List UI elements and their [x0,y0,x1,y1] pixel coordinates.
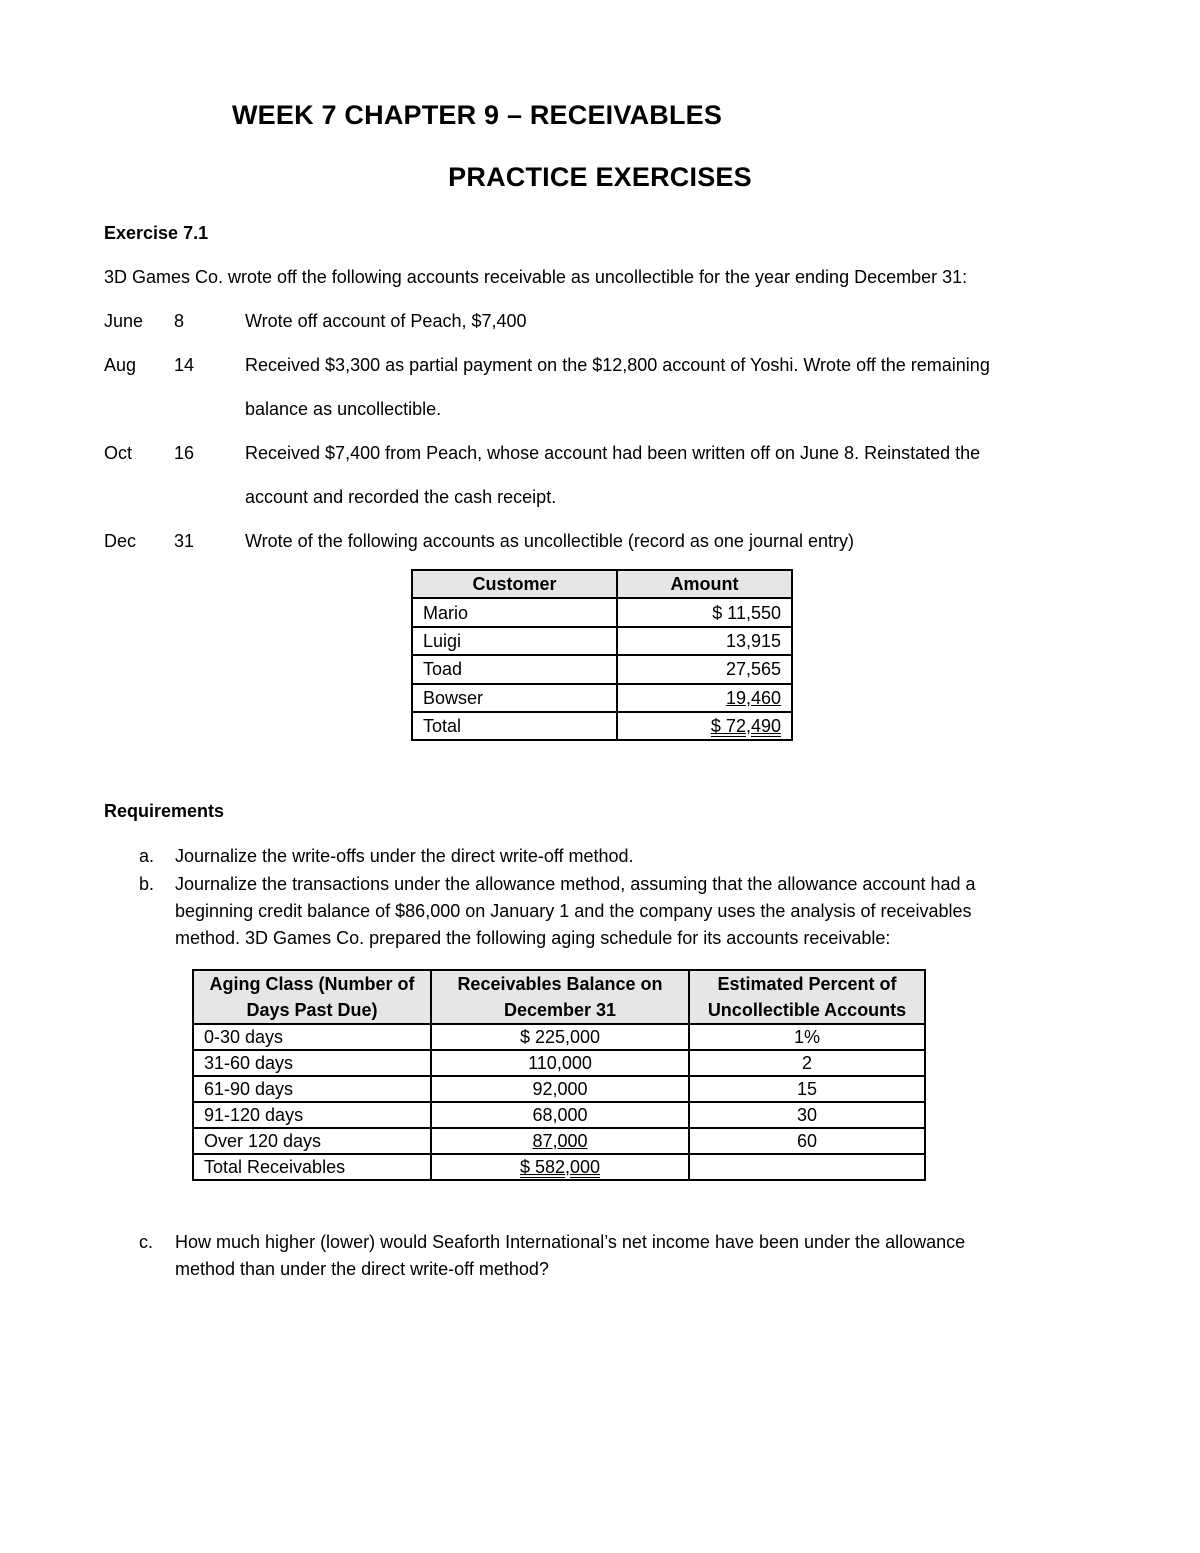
list-marker: a. [139,846,155,866]
receivables-balance: $ 225,000 [431,1024,689,1050]
uncollectible-percent: 30 [689,1102,925,1128]
entry-description-cont: balance as uncollectible. [245,399,442,419]
column-header-customer: Customer [412,570,617,598]
aging-class: 61-90 days [193,1076,431,1102]
table-row [193,1128,925,1154]
aging-class: 91-120 days [193,1102,431,1128]
page-subtitle: PRACTICE EXERCISES [448,162,752,192]
receivables-balance: 92,000 [431,1076,689,1102]
table-header-row [193,970,925,1024]
table-row [412,655,792,683]
receivables-balance: 110,000 [431,1050,689,1076]
uncollectible-percent: 60 [689,1128,925,1154]
column-header-aging-class [193,970,431,1024]
entry-day: 16 [174,443,195,463]
customer-amount [617,684,792,712]
entry-description: Wrote off account of Peach, $7,400 [245,311,527,331]
table-total-row [193,1154,925,1180]
customer-name: Bowser [412,684,617,712]
table-header-row [412,570,792,598]
uncollectible-percent [689,1154,925,1180]
entry-day: 31 [174,531,195,551]
table-row [412,598,792,626]
table-row [193,1102,925,1128]
table-total-row [412,712,792,740]
underlined-amount: 87,000 [532,1131,588,1151]
table-row [193,1076,925,1102]
entry-month: June [104,311,144,331]
header-line: Days Past Due) [246,1000,378,1020]
customer-name: Luigi [412,627,617,655]
customer-amount: $ 11,550 [617,598,792,626]
aging-class: Over 120 days [193,1128,431,1154]
receivables-balance: 68,000 [431,1102,689,1128]
header-line: Uncollectible Accounts [707,1000,907,1020]
entry-month: Oct [104,443,133,463]
header-line: Receivables Balance on [457,974,663,994]
page-title: WEEK 7 CHAPTER 9 – RECEIVABLES [232,100,723,130]
requirement-c-line: How much higher (lower) would Seaforth International’s net income have been under the allowance [175,1232,966,1252]
table-row [193,1050,925,1076]
table-row [412,627,792,655]
exercise-intro: 3D Games Co. wrote off the following accounts receivable as uncollectible for the year ending December 31: [104,267,968,287]
receivables-balance [431,1128,689,1154]
aging-class: 0-30 days [193,1024,431,1050]
entry-day: 8 [174,311,185,331]
total-amount [617,712,792,740]
customer-writeoff-table [411,569,793,741]
requirement-b-line: Journalize the transactions under the allowance method, assuming that the allowance account had a [175,874,976,894]
total-label: Total Receivables [193,1154,431,1180]
list-marker: c. [139,1232,154,1252]
customer-name: Toad [412,655,617,683]
double-underlined-amount: $ 582,000 [519,1157,601,1177]
requirement-b-line: beginning credit balance of $86,000 on January 1 and the company uses the analysis of receivables [175,901,972,921]
column-header-percent [689,970,925,1024]
uncollectible-percent: 2 [689,1050,925,1076]
entry-day: 14 [174,355,195,375]
entry-description: Received $7,400 from Peach, whose account had been written off on June 8. Reinstated the [245,443,981,463]
requirement-b-line: method. 3D Games Co. prepared the following aging schedule for its accounts receivable: [175,928,891,948]
aging-class: 31-60 days [193,1050,431,1076]
entry-description-cont: account and recorded the cash receipt. [245,487,557,507]
requirement-a: Journalize the write-offs under the direct write-off method. [175,846,634,866]
exercise-heading: Exercise 7.1 [104,223,209,243]
table-row [193,1024,925,1050]
entry-description: Wrote of the following accounts as uncollectible (record as one journal entry) [245,531,854,551]
double-underlined-amount: $ 72,490 [710,716,781,737]
underlined-amount: 19,460 [725,687,781,708]
table-row [412,684,792,712]
uncollectible-percent: 15 [689,1076,925,1102]
header-line: Aging Class (Number of [209,974,415,994]
customer-name: Mario [412,598,617,626]
header-line: Estimated Percent of [717,974,897,994]
total-label: Total [412,712,617,740]
customer-amount: 27,565 [617,655,792,683]
column-header-balance [431,970,689,1024]
requirement-c-line: method than under the direct write-off method? [175,1259,549,1279]
column-header-amount: Amount [617,570,792,598]
requirements-heading: Requirements [104,801,225,821]
aging-schedule-table [192,969,926,1181]
list-marker: b. [139,874,155,894]
customer-amount: 13,915 [617,627,792,655]
total-balance [431,1154,689,1180]
entry-description: Received $3,300 as partial payment on the $12,800 account of Yoshi. Wrote off the remaining [245,355,990,375]
uncollectible-percent: 1% [689,1024,925,1050]
header-line: December 31 [503,1000,617,1020]
entry-month: Aug [104,355,137,375]
entry-month: Dec [104,531,137,551]
